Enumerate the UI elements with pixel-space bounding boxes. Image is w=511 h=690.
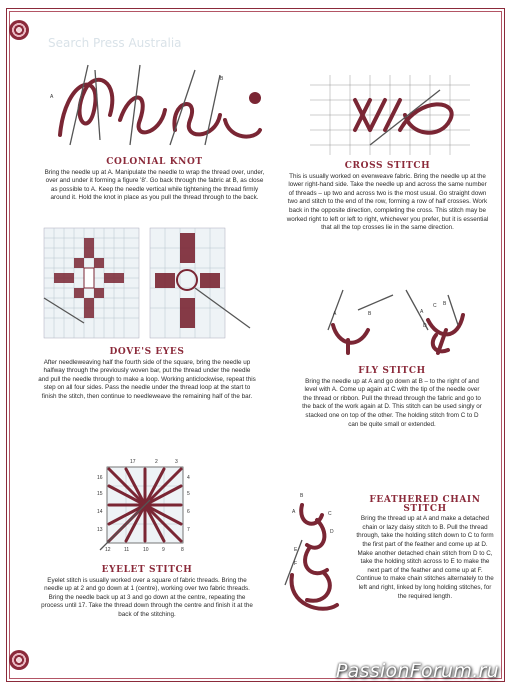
eyelet-stitch-illustration	[95, 455, 195, 555]
eyelet-stitch-text: Eyelet stitch is usually worked over a square of fabric threads. Bring the needle up at 2 and go down at 1 (centre), working over two fabric threads. Bring the needle back up at 3 and go down at the centre, repeating the process until 17. Take the thread down through the centre and finish it at the back of the stitching.	[41, 576, 253, 618]
feathered-label-f: F	[294, 561, 298, 567]
cross-stitch-illustration	[310, 75, 470, 155]
fly-stitch-label-b: B	[368, 311, 372, 317]
doves-eyes-grid-illustration	[44, 228, 139, 338]
colonial-knot-illustration	[40, 60, 265, 155]
feathered-chain-title: FEATHERED CHAIN	[369, 495, 481, 505]
feathered-label-e: E	[294, 547, 298, 553]
feathered-chain-title-line2: STITCH	[403, 503, 447, 514]
eyelet-top-label: 2	[155, 459, 158, 465]
eyelet-right-label: 4	[187, 475, 190, 481]
fly-stitch-illustration	[318, 285, 478, 360]
fly-stitch-label-d: D	[423, 323, 427, 329]
eyelet-left-label: 16	[97, 475, 103, 481]
cross-stitch-section	[285, 162, 490, 233]
colonial-knot-section	[42, 158, 267, 203]
eyelet-bottom-label: 9	[162, 547, 165, 553]
fly-stitch-section	[302, 367, 482, 429]
eyelet-top-label: 3	[175, 459, 178, 465]
eyelet-bottom-label: 12	[105, 547, 111, 553]
fly-stitch-title: FLY STITCH	[358, 366, 426, 376]
fly-stitch-label-a: A	[333, 311, 337, 317]
fly-stitch-label-b2: B	[443, 301, 447, 307]
eyelet-left-label: 15	[97, 491, 103, 497]
fly-stitch-label-c: C	[433, 303, 437, 309]
eyelet-right-label: 7	[187, 527, 190, 533]
background-header: Search Press Australia	[48, 36, 182, 50]
feathered-label-b: B	[300, 493, 304, 499]
fly-stitch-text: Bring the needle up at A and go down at B – to the right of and level with A. Come up again at C with the tip of the needle over the thread or ribbon. Pull the thread through the fabric and go to the back of the work again at D. This stitch can be used singly or stacked one on top of the other. The holding stitch from C to D can be quite small or extended.	[302, 377, 482, 428]
feathered-chain-text: Bring the thread up at A and make a detached chain or lazy daisy stitch to B. Pull the thread through, take the holding stitch down to C to form the first part of the feather and come up at D. Make another detached chain stitch from D to C, take the holding stitch across to E to make the next part of the feather and come up at F. Continue to make chain stitches alternately to the left and right, linked by long holding stitches, for the required length.	[356, 515, 494, 600]
colonial-knot-label-a: A	[50, 94, 54, 100]
eyelet-bottom-label: 11	[124, 547, 130, 553]
eyelet-stitch-title: EYELET STITCH	[101, 565, 193, 575]
doves-eyes-woven-illustration	[150, 228, 250, 338]
cross-stitch-text: This is usually worked on evenweave fabric. Bring the needle up at the lower right-hand side. Take the needle up and across the same number of threads – up two and across two is the most usual. Go straight down two and stitch to the end of the row, forming a row of half crosses. Work back in the opposite direction, completing the cross. This stitch may be worked right to left or left to right, whichever you prefer, but it is essential that all the top crosses lie in the same direction.	[286, 172, 489, 232]
feathered-chain-illustration	[282, 485, 352, 620]
eyelet-right-label: 5	[187, 491, 190, 497]
watermark-text: PassionForum.ru	[335, 660, 499, 682]
feathered-label-d: D	[330, 529, 334, 535]
doves-eyes-text: After needleweaving half the fourth side of the square, bring the needle up halfway through the previously woven bar, put the thread under the needle and pull the needle through to make a loop. Working anticlockwise, repeat this step on all four sides. Pass the needle under the thread loop at the start to finish the stitch, then continue to needleweave the remaining half of the bar.	[38, 358, 256, 400]
colonial-knot-label-b: B	[220, 76, 224, 82]
eyelet-bottom-label: 8	[181, 547, 184, 553]
eyelet-left-label: 14	[97, 509, 103, 515]
feathered-chain-section	[355, 496, 495, 601]
feathered-label-a: A	[292, 509, 296, 515]
eyelet-right-label: 6	[187, 509, 190, 515]
eyelet-stitch-section	[38, 566, 256, 620]
corner-rosette-icon	[9, 650, 29, 670]
feathered-label-c: C	[328, 511, 332, 517]
colonial-knot-text: Bring the needle up at A. Manipulate the needle to wrap the thread over, under, over and under it forming a figure '8'. Go back through the fabric at B, as close as possible to A. Keep the needle vertical while tightening the thread firmly around it. Hold the knot in place as you pull the thread through to the back.	[44, 168, 265, 202]
corner-rosette-icon	[9, 20, 29, 40]
eyelet-left-label: 13	[97, 527, 103, 533]
doves-eyes-section	[38, 348, 256, 402]
eyelet-bottom-label: 10	[143, 547, 149, 553]
eyelet-top-label: 17	[130, 459, 136, 465]
doves-eyes-title: DOVE'S EYES	[109, 347, 185, 357]
cross-stitch-title: CROSS STITCH	[344, 161, 431, 171]
colonial-knot-title: COLONIAL KNOT	[106, 157, 203, 167]
fly-stitch-label-a2: A	[420, 309, 424, 315]
